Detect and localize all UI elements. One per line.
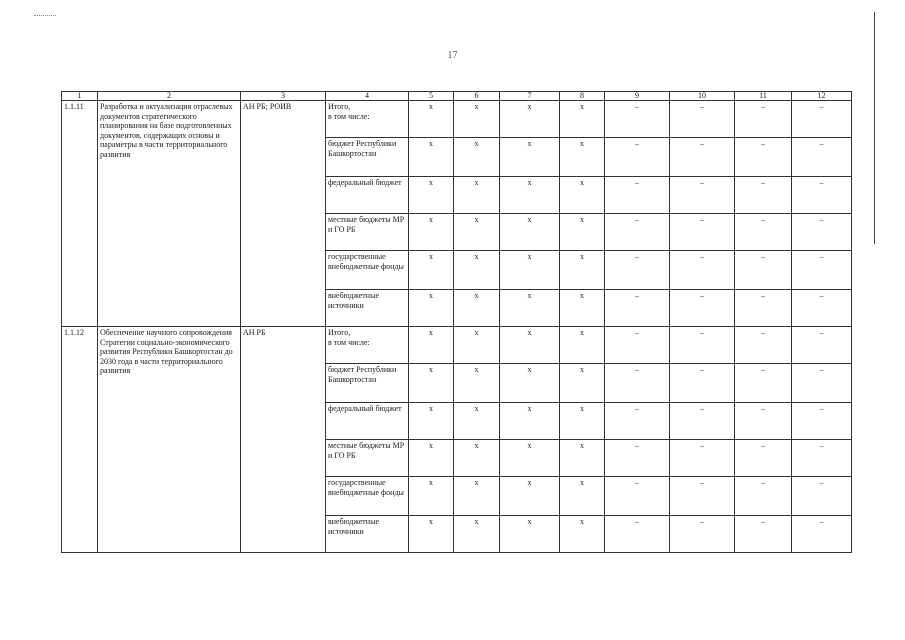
cell-x-mark: x: [560, 477, 605, 516]
cell-x-mark: x: [409, 364, 454, 403]
cell-x-mark: x: [409, 251, 454, 290]
cell-dash: –: [670, 516, 735, 553]
funding-source: местные бюджеты МР и ГО РБ: [326, 214, 409, 251]
cell-x-mark: x: [500, 327, 560, 364]
cell-x-mark: x: [560, 364, 605, 403]
cell-x-mark: x: [454, 516, 500, 553]
cell-x-mark: x: [454, 477, 500, 516]
funding-source: местные бюджеты МР и ГО РБ: [326, 440, 409, 477]
cell-dash: –: [792, 177, 852, 214]
funding-source: государственные внебюджетные фонды: [326, 477, 409, 516]
cell-x-mark: x: [409, 138, 454, 177]
col-header: 9: [605, 92, 670, 101]
cell-x-mark: x: [500, 214, 560, 251]
cell-x-mark: x: [500, 101, 560, 138]
cell-x-mark: x: [500, 516, 560, 553]
cell-dash: –: [605, 290, 670, 327]
cell-x-mark: x: [409, 327, 454, 364]
cell-x-mark: x: [454, 101, 500, 138]
funding-source: бюджет Республики Башкортостан: [326, 138, 409, 177]
cell-x-mark: x: [454, 138, 500, 177]
cell-dash: –: [735, 440, 792, 477]
cell-x-mark: x: [500, 477, 560, 516]
cell-dash: –: [605, 101, 670, 138]
cell-dash: –: [735, 403, 792, 440]
cell-x-mark: x: [500, 290, 560, 327]
cell-dash: –: [735, 214, 792, 251]
header-row: [62, 92, 852, 101]
cell-dash: –: [792, 214, 852, 251]
funding-source: Итого, в том числе:: [326, 327, 409, 364]
cell-x-mark: x: [454, 251, 500, 290]
cell-dash: –: [735, 101, 792, 138]
cell-x-mark: x: [454, 214, 500, 251]
cell-dash: –: [735, 251, 792, 290]
item-number: 1.1.12: [62, 327, 98, 553]
cell-x-mark: x: [500, 364, 560, 403]
cell-dash: –: [605, 251, 670, 290]
col-header: 1: [62, 92, 98, 101]
cell-dash: –: [670, 214, 735, 251]
cell-dash: –: [735, 477, 792, 516]
cell-x-mark: x: [560, 327, 605, 364]
cell-dash: –: [670, 477, 735, 516]
corner-mark: [34, 15, 56, 17]
cell-dash: –: [735, 138, 792, 177]
table-row: [62, 101, 852, 138]
cell-x-mark: x: [560, 290, 605, 327]
cell-dash: –: [605, 364, 670, 403]
cell-dash: –: [670, 440, 735, 477]
table-body: [62, 101, 852, 553]
cell-x-mark: x: [454, 364, 500, 403]
cell-x-mark: x: [409, 516, 454, 553]
cell-dash: –: [605, 177, 670, 214]
cell-dash: –: [670, 251, 735, 290]
cell-x-mark: x: [409, 214, 454, 251]
cell-dash: –: [605, 327, 670, 364]
col-header: 5: [409, 92, 454, 101]
item-number: 1.1.11: [62, 101, 98, 327]
cell-dash: –: [735, 177, 792, 214]
item-name: Разработка и актуализация отраслевых документов стратегического планирования на базе подготовленных документов, содержащих основы и параметры в части территориального развития: [98, 101, 241, 327]
cell-x-mark: x: [560, 516, 605, 553]
item-name: Обеспечение научного сопровождения Стратегии социально-экономического развития Республики Башкортостан до 2030 года в части территориального развития: [98, 327, 241, 553]
funding-source: Итого, в том числе:: [326, 101, 409, 138]
cell-dash: –: [670, 403, 735, 440]
cell-x-mark: x: [409, 403, 454, 440]
cell-dash: –: [605, 516, 670, 553]
item-executor: АН РБ; РОИВ: [241, 101, 326, 327]
cell-x-mark: x: [500, 251, 560, 290]
cell-dash: –: [670, 138, 735, 177]
col-header: 2: [98, 92, 241, 101]
cell-x-mark: x: [500, 440, 560, 477]
cell-x-mark: x: [560, 440, 605, 477]
cell-dash: –: [605, 440, 670, 477]
cell-x-mark: x: [560, 403, 605, 440]
cell-x-mark: x: [500, 177, 560, 214]
funding-source: бюджет Республики Башкортостан: [326, 364, 409, 403]
cell-x-mark: x: [500, 403, 560, 440]
page-number: 17: [447, 50, 458, 61]
cell-x-mark: x: [500, 138, 560, 177]
cell-x-mark: x: [454, 327, 500, 364]
budget-table: [61, 91, 852, 553]
cell-dash: –: [670, 290, 735, 327]
cell-x-mark: x: [560, 251, 605, 290]
cell-x-mark: x: [409, 440, 454, 477]
col-header: 10: [670, 92, 735, 101]
cell-x-mark: x: [560, 177, 605, 214]
cell-dash: –: [735, 516, 792, 553]
cell-dash: –: [670, 364, 735, 403]
cell-x-mark: x: [560, 101, 605, 138]
cell-dash: –: [792, 403, 852, 440]
cell-dash: –: [605, 403, 670, 440]
cell-x-mark: x: [409, 477, 454, 516]
cell-x-mark: x: [409, 290, 454, 327]
cell-dash: –: [605, 214, 670, 251]
funding-source: федеральный бюджет: [326, 177, 409, 214]
cell-dash: –: [792, 327, 852, 364]
funding-source: внебюджетные источники: [326, 290, 409, 327]
col-header: 12: [792, 92, 852, 101]
cell-x-mark: x: [560, 138, 605, 177]
cell-dash: –: [735, 364, 792, 403]
col-header: 7: [500, 92, 560, 101]
cell-dash: –: [792, 101, 852, 138]
cell-dash: –: [735, 290, 792, 327]
cell-dash: –: [792, 364, 852, 403]
col-header: 6: [454, 92, 500, 101]
cell-x-mark: x: [454, 177, 500, 214]
cell-dash: –: [792, 290, 852, 327]
cell-x-mark: x: [409, 101, 454, 138]
funding-source: федеральный бюджет: [326, 403, 409, 440]
cell-x-mark: x: [454, 440, 500, 477]
col-header: 3: [241, 92, 326, 101]
cell-dash: –: [792, 138, 852, 177]
item-executor: АН РБ: [241, 327, 326, 553]
col-header: 4: [326, 92, 409, 101]
col-header: 11: [735, 92, 792, 101]
cell-dash: –: [792, 251, 852, 290]
cell-dash: –: [670, 101, 735, 138]
cell-dash: –: [605, 138, 670, 177]
cell-x-mark: x: [454, 403, 500, 440]
cell-dash: –: [735, 327, 792, 364]
funding-source: внебюджетные источники: [326, 516, 409, 553]
cell-x-mark: x: [409, 177, 454, 214]
cell-dash: –: [792, 477, 852, 516]
funding-source: государственные внебюджетные фонды: [326, 251, 409, 290]
cell-x-mark: x: [454, 290, 500, 327]
cell-dash: –: [670, 177, 735, 214]
cell-dash: –: [792, 516, 852, 553]
cell-x-mark: x: [560, 214, 605, 251]
cell-dash: –: [670, 327, 735, 364]
col-header: 8: [560, 92, 605, 101]
table-row: [62, 327, 852, 364]
cell-dash: –: [792, 440, 852, 477]
cell-dash: –: [605, 477, 670, 516]
edge-line: [874, 12, 875, 244]
